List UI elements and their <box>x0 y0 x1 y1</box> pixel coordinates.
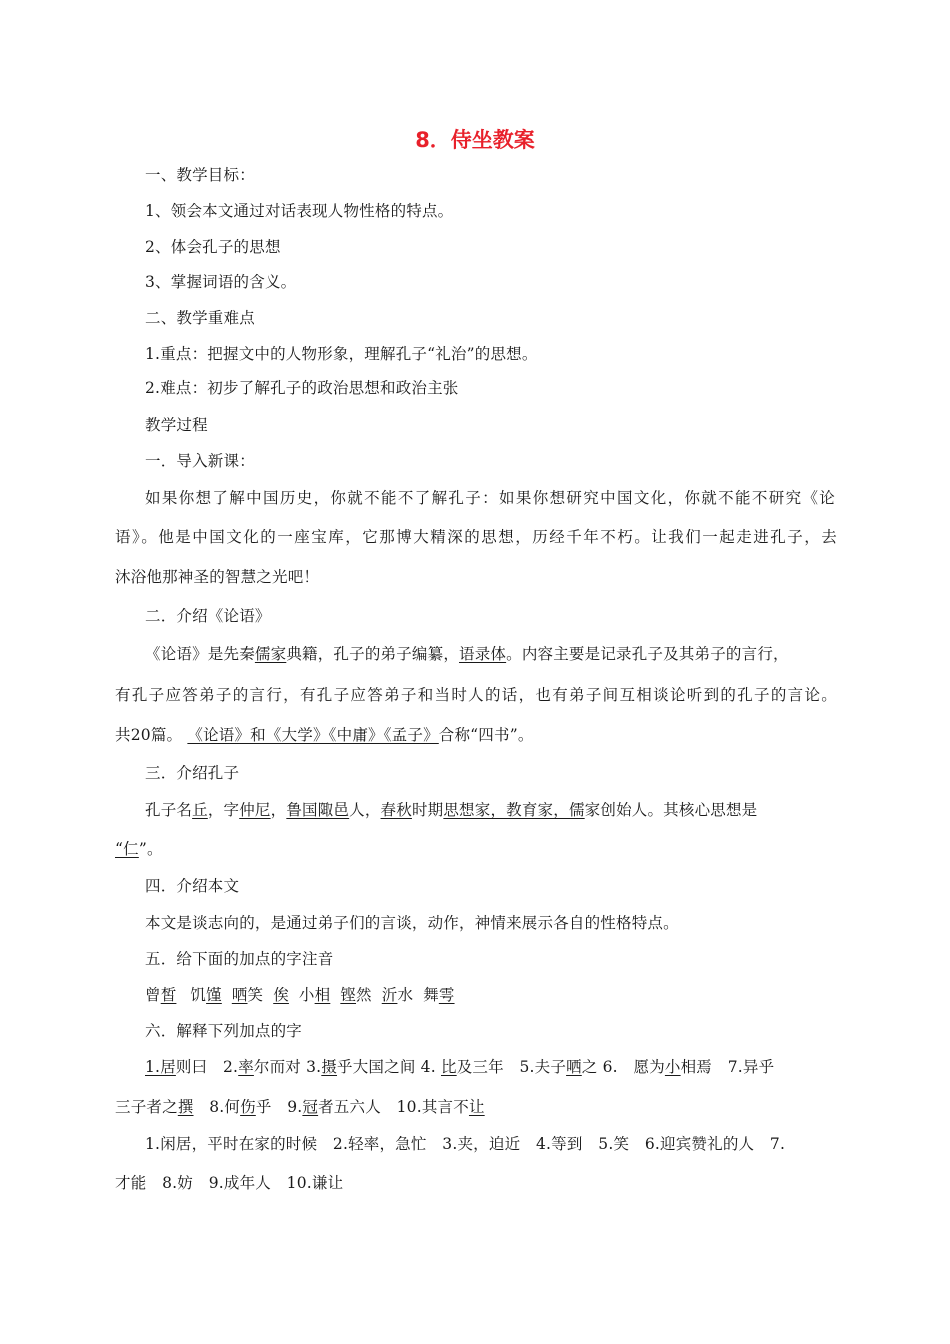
lunyu-line-1: 《论语》是先秦儒家典籍，孔子的弟子编纂，语录体。内容主要是记录孔子及其弟子的言行， <box>145 645 789 663</box>
pinyin-word: 曾皙 <box>145 986 177 1004</box>
intro-heading: 一．导入新课： <box>145 452 255 470</box>
key-point-1: 1.重点：把握文中的人物形象，理解孔子“礼治”的思想。 <box>145 345 538 363</box>
goals-heading: 一、教学目标： <box>145 166 255 184</box>
key-point-2: 2.难点：初步了解孔子的政治思想和政治主张 <box>145 379 459 397</box>
intro-paragraph-line-3: 沐浴他那神圣的智慧之光吧！ <box>115 568 320 586</box>
process-heading: 教学过程 <box>145 416 208 434</box>
pinyin-word: 饥馑 <box>190 986 222 1004</box>
pinyin-word: 小相 <box>298 986 331 1004</box>
explain-heading: 六．解释下列加点的字 <box>145 1022 303 1040</box>
goal-item-2: 2、体会孔子的思想 <box>145 238 281 256</box>
goal-item-3: 3、掌握词语的含义。 <box>145 273 297 291</box>
pinyin-word: 舞雩 <box>423 986 455 1004</box>
pinyin-word: 铿然 <box>340 986 372 1004</box>
lunyu-heading: 二．介绍《论语》 <box>145 607 271 625</box>
intro-paragraph-line-1: 如果你想了解中国历史，你就不能不了解孔子：如果你想研究中国文化，你就不能不研究《论 <box>145 489 835 507</box>
intro-paragraph-line-2: 语》。他是中国文化的一座宝库，它那博大精深的思想，历经千年不朽。让我们一起走进孔子，去 <box>115 528 837 546</box>
confucius-line-1: 孔子名丘，字仲尼，鲁国陬邑人，春秋时期思想家，教育家，儒家创始人。其核心思想是 <box>145 801 758 819</box>
text-paragraph: 本文是谈志向的，是通过弟子们的言谈，动作，神情来展示各自的性格特点。 <box>145 914 679 932</box>
confucius-heading: 三．介绍孔子 <box>145 764 240 782</box>
explain-line-2: 三子者之撰 8.何伤乎 9.冠者五六人 10.其言不让 <box>115 1098 485 1116</box>
lunyu-line-2: 有孔子应答弟子的言行，有孔子应答弟子和当时人的话，也有弟子间互相谈论听到的孔子的言论。 <box>115 686 837 704</box>
pinyin-words <box>145 984 455 1006</box>
pinyin-word: 哂笑 <box>231 986 264 1004</box>
pinyin-heading: 五．给下面的加点的字注音 <box>145 950 334 968</box>
answers-line-2: 才能 8.妨 9.成年人 10.谦让 <box>115 1174 344 1192</box>
goal-item-1: 1、领会本文通过对话表现人物性格的特点。 <box>145 202 454 220</box>
text-heading: 四．介绍本文 <box>145 877 240 895</box>
pinyin-word: 俟 <box>273 986 289 1004</box>
page-title: 8．侍坐教案 <box>415 128 535 152</box>
key-points-heading: 二、教学重难点 <box>145 309 255 327</box>
pinyin-word: 沂水 <box>381 986 414 1004</box>
lunyu-line-3: 共20篇。 《论语》和《大学》《中庸》《孟子》合称“四书”。 <box>115 726 534 744</box>
explain-line-1: 1.居则曰 2.率尔而对 3.摄乎大国之间 4. 比及三年 5.夫子哂之 6. 愿为小相焉 7.异乎 <box>145 1058 775 1076</box>
answers-line-1: 1.闲居，平时在家的时候 2.轻率，急忙 3.夹，迫近 4.等到 5.笑 6.迎宾赞礼的人 7. <box>145 1135 786 1153</box>
confucius-line-2: “仁”。 <box>115 840 163 858</box>
